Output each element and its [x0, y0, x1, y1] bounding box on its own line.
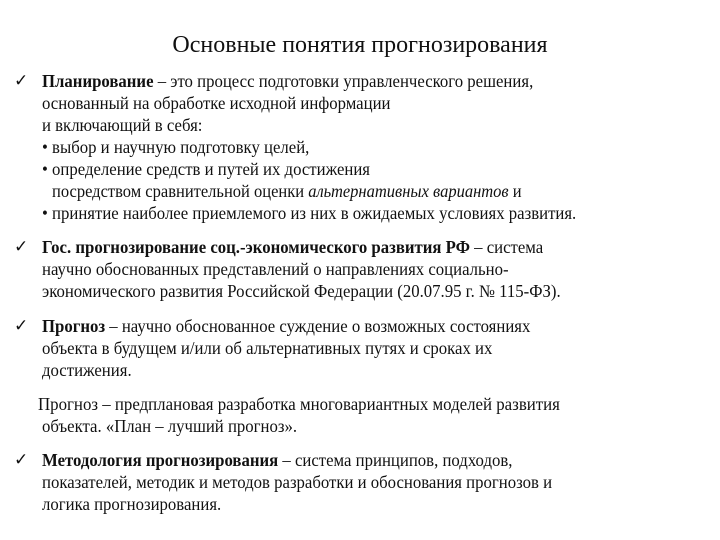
slide-title: Основные понятия прогнозирования	[172, 32, 548, 58]
alternatives-emphasis: альтернативных вариантов	[308, 181, 509, 201]
methodology-line-2: показателей, методик и методов разработки и обоснования прогнозов и	[42, 472, 553, 492]
methodology-term: Методология прогнозирования	[42, 450, 279, 470]
bullet-planning	[14, 70, 714, 224]
planning-line-6: посредством сравнительной оценки альтернативных вариантов и	[52, 181, 522, 201]
checkmark-icon: ✓	[14, 316, 29, 336]
bullet-gov-forecasting	[14, 236, 714, 302]
bullet-forecast	[14, 315, 714, 381]
checkmark-icon: ✓	[14, 237, 29, 257]
gov-line-1: Гос. прогнозирование соц.-экономического развития РФ – система	[42, 237, 544, 257]
planning-line-1: Планирование – это процесс подготовки управленческого решения,	[42, 71, 534, 91]
gov-term: Гос. прогнозирование соц.-экономического развития РФ	[42, 237, 470, 257]
planning-term: Планирование	[42, 71, 154, 91]
forecast-line-2: объекта в будущем и/или об альтернативных путях и сроках их	[42, 338, 493, 358]
planning-line-2: основанный на обработке исходной информации	[42, 93, 391, 113]
gov-line-3: экономического развития Российской Федерации (20.07.95 г. № 115-ФЗ).	[42, 281, 561, 301]
gov-line-2: научно обоснованных представлений о направлениях социально-	[42, 259, 509, 279]
preplan-line-2: объекта. «План – лучший прогноз».	[42, 416, 298, 436]
preplan-line-1: Прогноз – предплановая разработка многовариантных моделей развития	[38, 394, 560, 414]
planning-line-4: • выбор и научную подготовку целей,	[42, 137, 310, 157]
checkmark-icon: ✓	[14, 450, 29, 470]
planning-line-7: • принятие наиболее приемлемого из них в ожидаемых условиях развития.	[42, 203, 577, 223]
forecast-line-3: достижения.	[42, 360, 132, 380]
forecast-term: Прогноз	[42, 316, 106, 336]
forecast-line-1: Прогноз – научно обоснованное суждение о возможных состояниях	[42, 316, 531, 336]
checkmark-icon: ✓	[14, 71, 29, 91]
planning-line-5: • определение средств и путей их достижения	[42, 159, 371, 179]
bullet-methodology	[14, 449, 714, 515]
methodology-line-1: Методология прогнозирования – система принципов, подходов,	[42, 450, 513, 470]
methodology-line-3: логика прогнозирования.	[42, 494, 222, 514]
preplan-paragraph	[14, 393, 714, 437]
planning-line-3: и включающий в себя:	[42, 115, 203, 135]
